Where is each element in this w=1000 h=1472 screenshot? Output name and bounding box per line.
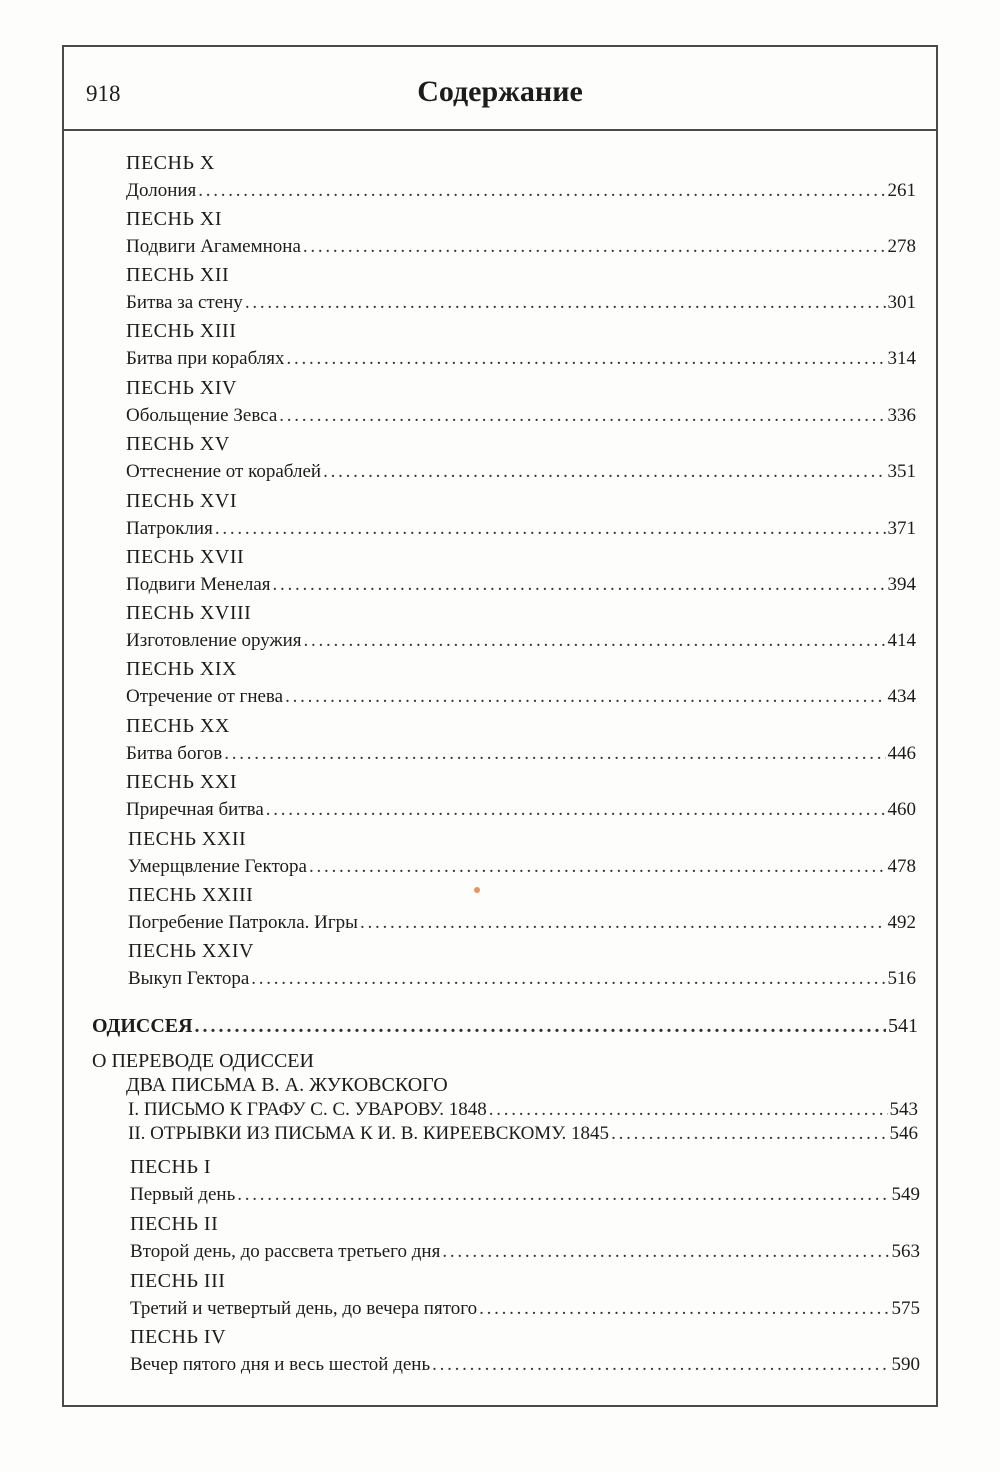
entry-title: Подвиги Менелая <box>126 574 271 595</box>
canto-label: ПЕСНЬ XVI <box>126 490 237 512</box>
leader-dots <box>273 574 886 596</box>
entry-title: Отречение от гнева <box>126 686 284 707</box>
canto-label: ПЕСНЬ XI <box>126 208 223 230</box>
leader-dots <box>489 1099 888 1121</box>
entry-title: Патроклия <box>126 518 213 539</box>
entry-title: Изготовление оружия <box>126 630 302 651</box>
entry-title: Долония <box>126 180 197 201</box>
canto-label: ПЕСНЬ X <box>126 152 215 174</box>
entry-page: 563 <box>891 1241 920 1262</box>
leader-dots <box>479 1298 889 1320</box>
entry-page: 278 <box>887 236 916 257</box>
entry-title: Битва за стену <box>126 292 243 313</box>
toc-line[interactable] <box>126 799 916 821</box>
toc-line[interactable] <box>126 348 916 370</box>
entry-title: I. ПИСЬМО К ГРАФУ С. С. УВАРОВУ. 1848 <box>128 1099 487 1120</box>
translation-heading[interactable]: О ПЕРЕВОДЕ ОДИССЕИ <box>92 1050 314 1072</box>
leader-dots <box>309 856 886 878</box>
toc-line[interactable] <box>126 405 916 427</box>
entry-page: 336 <box>887 405 916 426</box>
entry-page: 575 <box>891 1298 920 1319</box>
canto-label: ПЕСНЬ XVIII <box>126 602 252 624</box>
leader-dots <box>442 1241 889 1263</box>
toc-line[interactable] <box>126 574 916 596</box>
toc-line[interactable] <box>126 292 916 314</box>
toc-line[interactable] <box>126 236 916 258</box>
entry-page: 394 <box>887 574 916 595</box>
canto-label: ПЕСНЬ II <box>130 1213 219 1235</box>
letters-heading: ДВА ПИСЬМА В. А. ЖУКОВСКОГО <box>126 1074 448 1096</box>
entry-page: 371 <box>887 518 916 539</box>
paper-stain <box>474 887 480 893</box>
canto-label: ПЕСНЬ XXIV <box>128 940 254 962</box>
entry-page: 446 <box>887 743 916 764</box>
canto-label: ПЕСНЬ XV <box>126 433 230 455</box>
toc-line[interactable] <box>126 686 916 708</box>
entry-page: 478 <box>887 856 916 877</box>
leader-dots <box>237 1184 889 1206</box>
toc-line[interactable] <box>126 743 916 765</box>
leader-dots <box>323 461 885 483</box>
canto-label: ПЕСНЬ XVII <box>126 546 245 568</box>
leader-dots <box>304 630 886 652</box>
entry-page: 492 <box>887 912 916 933</box>
entry-title: II. ОТРЫВКИ ИЗ ПИСЬМА К И. В. КИРЕЕВСКОМУ. 1845 <box>128 1123 610 1144</box>
entry-page: 351 <box>887 461 916 482</box>
page-frame <box>62 45 938 1407</box>
entry-page: 460 <box>887 799 916 820</box>
canto-label: ПЕСНЬ XII <box>126 264 230 286</box>
toc-line[interactable] <box>126 180 916 202</box>
leader-dots <box>266 799 886 821</box>
entry-page: 434 <box>887 686 916 707</box>
toc-line[interactable] <box>126 461 916 483</box>
leader-dots <box>432 1354 889 1376</box>
entry-title: Третий и четвертый день, до вечера пятого <box>130 1298 478 1319</box>
canto-label: ПЕСНЬ XX <box>126 715 230 737</box>
canto-label: ПЕСНЬ I <box>130 1156 212 1178</box>
canto-label: ПЕСНЬ XIII <box>126 320 237 342</box>
entry-page: 590 <box>891 1354 920 1375</box>
entry-title: ОДИССЕЯ <box>92 1015 193 1037</box>
leader-dots <box>279 405 885 427</box>
entry-title: Оттеснение от кораблей <box>126 461 322 482</box>
entry-page: 541 <box>888 1015 918 1037</box>
entry-page: 261 <box>887 180 916 201</box>
toc-line[interactable] <box>126 518 916 540</box>
canto-label: ПЕСНЬ XXI <box>126 771 237 793</box>
canto-label: ПЕСНЬ XIX <box>126 658 237 680</box>
leader-dots <box>245 292 886 314</box>
entry-title: Обольщение Зевса <box>126 405 278 426</box>
leader-dots <box>285 686 885 708</box>
toc-line[interactable] <box>130 1354 920 1376</box>
entry-title: Первый день <box>130 1184 236 1205</box>
page-number: 918 <box>86 81 121 106</box>
entry-page: 301 <box>887 292 916 313</box>
entry-title: Приречная битва <box>126 799 264 820</box>
entry-title: Битва богов <box>126 743 223 764</box>
entry-page: 549 <box>891 1184 920 1205</box>
entry-title: Битва при кораблях <box>126 348 285 369</box>
page-title: Содержание <box>417 75 583 108</box>
toc-line[interactable] <box>130 1184 920 1206</box>
leader-dots <box>303 236 886 258</box>
entry-page: 414 <box>887 630 916 651</box>
toc-line[interactable] <box>128 968 916 990</box>
leader-dots <box>611 1123 887 1145</box>
leader-dots <box>251 968 885 990</box>
leader-dots <box>215 518 886 540</box>
toc-line[interactable] <box>130 1298 920 1320</box>
entry-title: Подвиги Агамемнона <box>126 236 301 257</box>
toc-line[interactable] <box>128 1099 918 1121</box>
canto-label: ПЕСНЬ XXII <box>128 828 247 850</box>
toc-line[interactable] <box>128 912 916 934</box>
entry-page: 516 <box>887 968 916 989</box>
toc-line[interactable] <box>130 1241 920 1263</box>
canto-label: ПЕСНЬ IV <box>130 1326 227 1348</box>
entry-title: Погребение Патрокла. Игры <box>128 912 358 933</box>
toc-line[interactable] <box>128 856 916 878</box>
entry-title: Умерщвление Гектора <box>128 856 307 877</box>
entry-page: 546 <box>889 1123 918 1144</box>
canto-label: ПЕСНЬ XXIII <box>128 884 254 906</box>
table-of-contents <box>64 47 936 1405</box>
toc-line-odyssey[interactable] <box>92 1015 918 1038</box>
toc-line[interactable] <box>126 630 916 652</box>
entry-title: Выкуп Гектора <box>128 968 250 989</box>
entry-page: 543 <box>889 1099 918 1120</box>
entry-page: 314 <box>887 348 916 369</box>
leader-dots <box>287 348 886 370</box>
leader-dots <box>198 180 885 202</box>
entry-title: Вечер пятого дня и весь шестой день <box>130 1354 431 1375</box>
leader-dots <box>195 1015 886 1038</box>
canto-label: ПЕСНЬ XIV <box>126 377 237 399</box>
leader-dots <box>360 912 886 934</box>
entry-title: Второй день, до рассвета третьего дня <box>130 1241 441 1262</box>
leader-dots <box>224 743 885 765</box>
canto-label: ПЕСНЬ III <box>130 1270 226 1292</box>
toc-line[interactable] <box>128 1123 918 1145</box>
